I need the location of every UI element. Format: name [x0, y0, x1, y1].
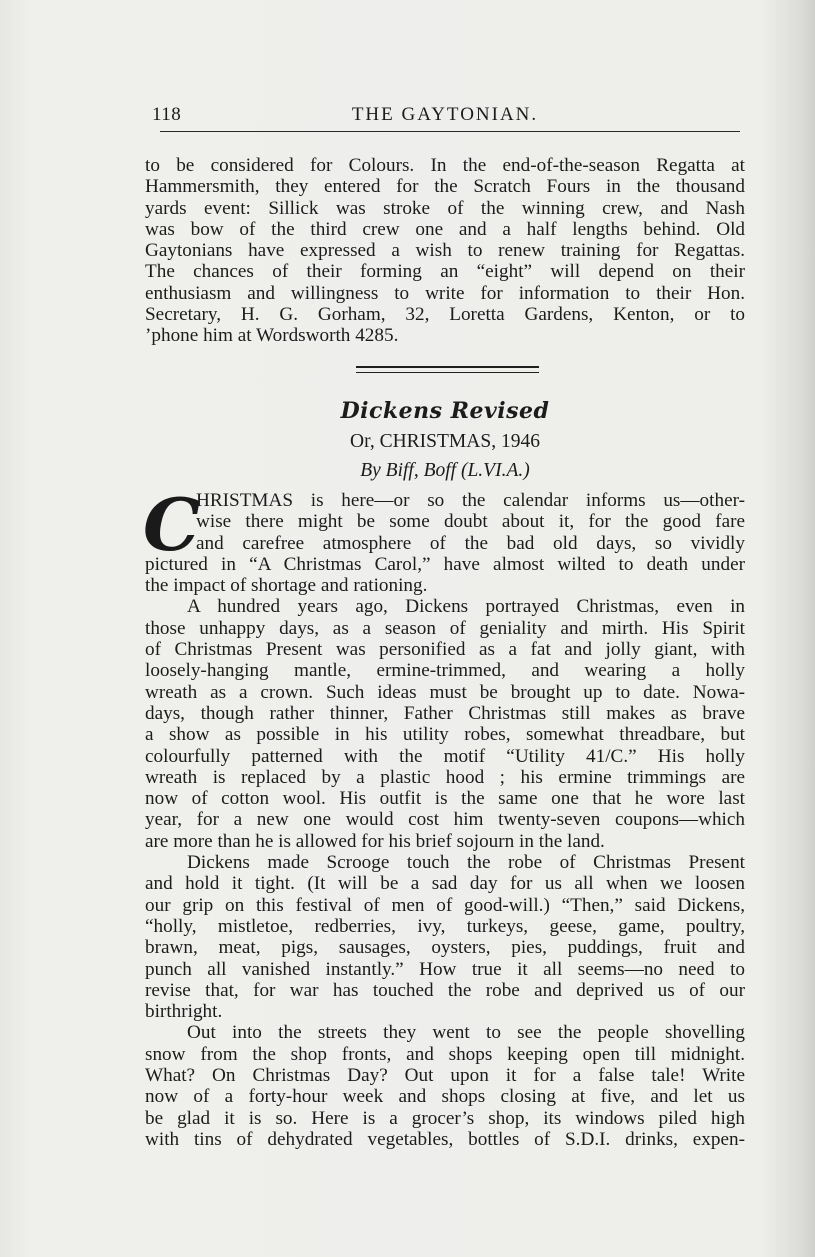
text-line: of Christmas Present was personified as a fat and jolly giant, with — [145, 639, 745, 661]
article-body — [143, 482, 745, 1150]
header-rule — [160, 131, 740, 132]
text-line: ’phone him at Wordsworth 4285. — [145, 325, 399, 347]
text-line: and carefree atmosphere of the bad old days, so vividly — [196, 532, 745, 554]
text-line: now of cotton wool. His outfit is the same one that he wore last — [145, 788, 745, 810]
section-divider — [356, 366, 539, 373]
text-line: with tins of dehydrated vegetables, bottles of S.D.I. drinks, expen- — [145, 1128, 745, 1150]
text-line: Dickens made Scrooge touch the robe of Christmas Present — [187, 852, 745, 874]
text-line: enthusiasm and willingness to write for information to their Hon. — [145, 282, 745, 304]
text-line: year, for a new one would cost him twenty-seven coupons—which — [145, 809, 745, 831]
text-line: “holly, mistletoe, redberries, ivy, turkeys, geese, game, poultry, — [145, 915, 745, 937]
text-line: a show as possible in his utility robes, somewhat threadbare, but — [145, 724, 745, 746]
text-line: Hammersmith, they entered for the Scratch Fours in the thousand — [145, 176, 745, 198]
text-line: yards event: Sillick was stroke of the winning crew, and Nash — [145, 197, 745, 219]
paragraph-2 — [145, 596, 745, 852]
text-line: colourfully patterned with the motif “Utility 41/C.” His holly — [145, 745, 745, 767]
text-line: wreath as a crown. Such ideas must be brought up to date. Nowa- — [145, 681, 745, 703]
text-line: and hold it tight. (It will be a sad day for us all when we loosen — [145, 873, 745, 895]
text-line: HRISTMAS is here—or so the calendar informs us—other- — [196, 490, 745, 511]
article-subtitle: Or, CHRISTMAS, 1946 — [350, 431, 540, 452]
text-line: days, though rather thinner, Father Christmas still makes as brave — [145, 702, 745, 724]
text-line: birthright. — [145, 1001, 223, 1023]
journal-title: THE GAYTONIAN. — [351, 104, 539, 125]
text-line: loosely-hanging mantle, ermine-trimmed, and wearing a holly — [145, 660, 745, 682]
text-line: be glad it is so. Here is a grocer’s shop, its windows piled high — [145, 1107, 745, 1129]
text-line: our grip on this festival of men of good-will.) “Then,” said Dickens, — [145, 894, 745, 916]
text-line: What? On Christmas Day? Out upon it for a false tale! Write — [145, 1065, 745, 1087]
text-line: A hundred years ago, Dickens portrayed Christmas, even in — [187, 596, 745, 618]
text-line: was bow of the third crew one and a half lengths behind. Old — [145, 218, 745, 240]
text-line: The chances of their forming an “eight” will depend on their — [145, 261, 745, 283]
paragraph-1 — [143, 482, 745, 597]
text-line: to be considered for Colours. In the end-of-the-season Regatta at — [145, 155, 745, 176]
text-line: are more than he is allowed for his brief sojourn in the land. — [145, 830, 605, 852]
article-title: Dickens Revised — [340, 398, 550, 424]
drop-cap: C — [143, 482, 201, 567]
text-line: pictured in “A Christmas Carol,” have almost wilted to death under — [145, 553, 745, 575]
text-line: Gaytonians have expressed a wish to renew training for Regattas. — [145, 240, 745, 262]
page-number: 118 — [152, 104, 182, 125]
page-header — [145, 104, 745, 130]
article-byline: By Biff, Boff (L.VI.A.) — [360, 460, 530, 481]
text-line: punch all vanished instantly.” How true it all seems—no need to — [145, 958, 745, 980]
intro-paragraph — [145, 155, 745, 347]
text-line: wise there might be some doubt about it, for the good fare — [196, 511, 745, 533]
text-line: those unhappy days, as a season of geniality and mirth. His Spirit — [145, 617, 745, 639]
text-line: snow from the shop fronts, and shops keeping open till midnight. — [145, 1043, 745, 1065]
text-line: Secretary, H. G. Gorham, 32, Loretta Gardens, Kenton, or to — [145, 304, 745, 326]
text-line: revise that, for war has touched the robe and deprived us of our — [145, 979, 745, 1001]
paragraph-4 — [145, 1022, 745, 1150]
paragraph-3 — [145, 852, 745, 1022]
text-line: now of a forty-hour week and shops closing at five, and let us — [145, 1086, 745, 1108]
text-line: wreath is replaced by a plastic hood ; his ermine trimmings are — [145, 766, 745, 788]
text-line: Out into the streets they went to see the people shovelling — [187, 1022, 745, 1044]
text-line: brawn, meat, pigs, sausages, oysters, pies, puddings, fruit and — [145, 937, 745, 959]
text-line: the impact of shortage and rationing. — [145, 575, 428, 597]
